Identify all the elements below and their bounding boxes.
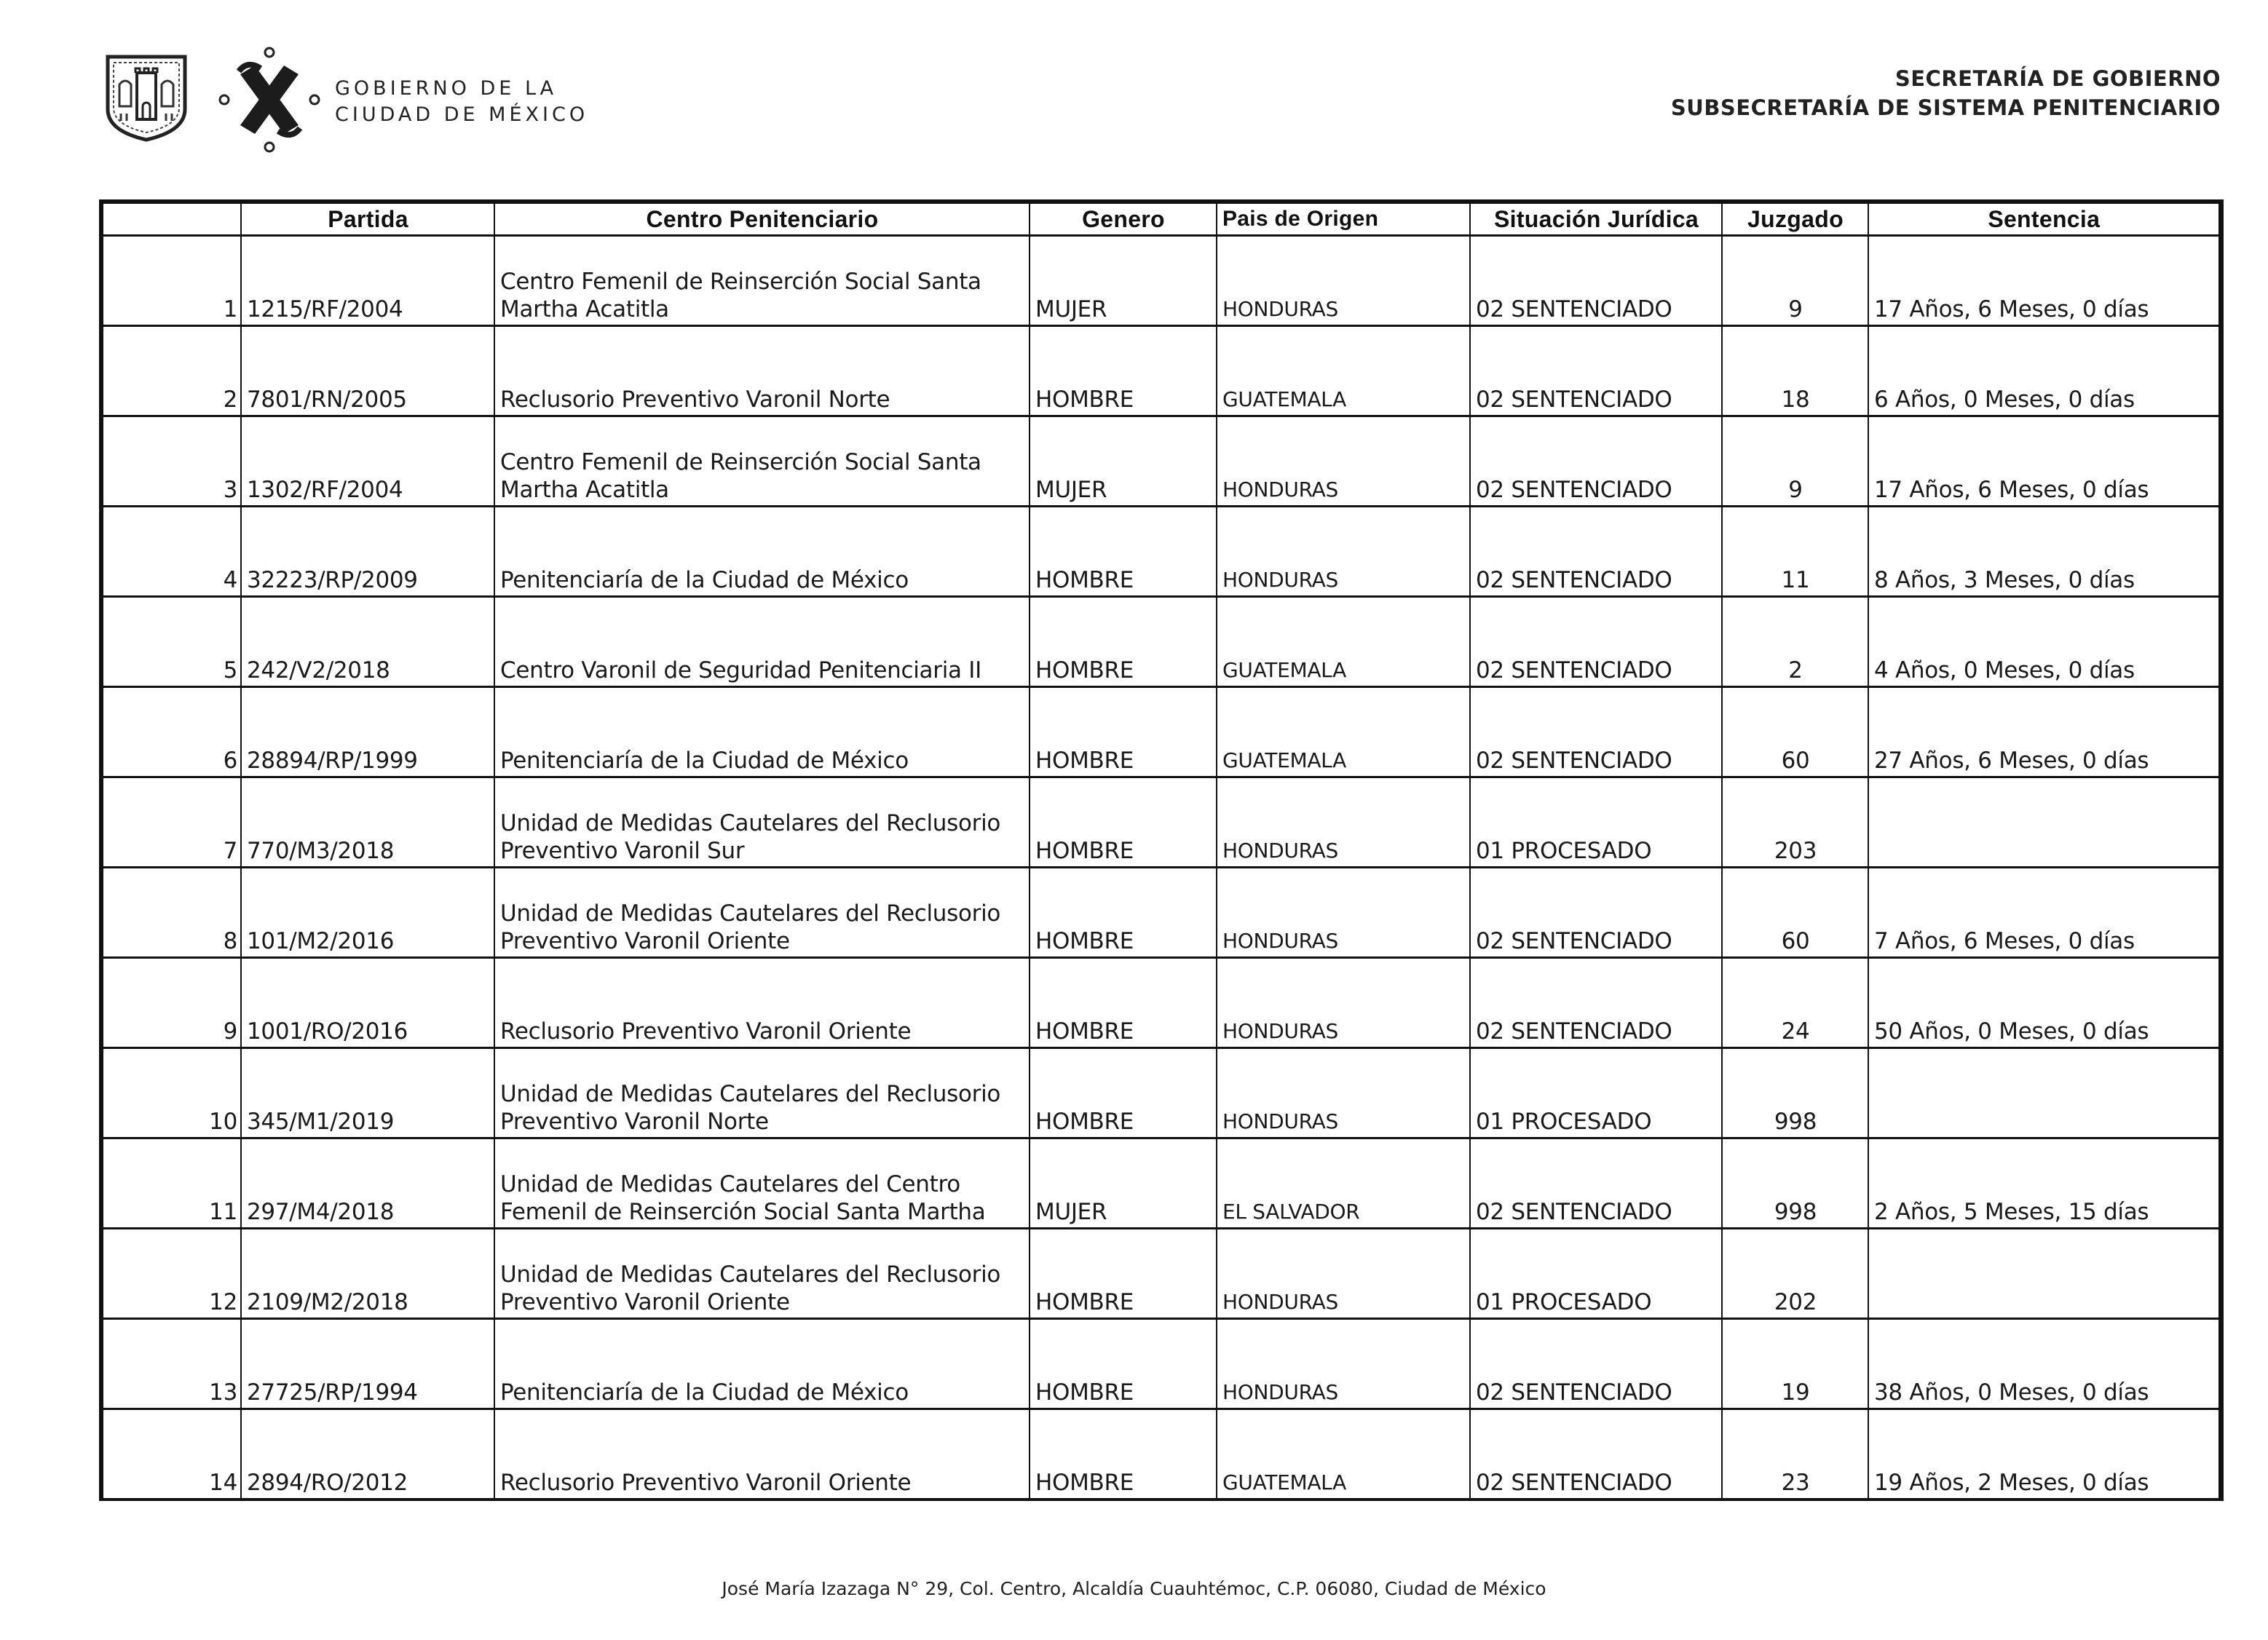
cell-sentencia [1868,1048,2221,1138]
row-number: 9 [101,958,241,1048]
city-crest-icon [103,52,189,143]
cell-pais: HONDURAS [1217,868,1470,958]
cell-situacion: 02 SENTENCIADO [1470,1409,1722,1500]
row-number: 7 [101,777,241,868]
cell-situacion: 02 SENTENCIADO [1470,1138,1722,1229]
cell-genero: MUJER [1030,236,1217,326]
cell-situacion: 02 SENTENCIADO [1470,958,1722,1048]
cell-genero: HOMBRE [1030,1048,1217,1138]
cell-sentencia: 27 Años, 6 Meses, 0 días [1868,687,2221,777]
cell-genero: MUJER [1030,1138,1217,1229]
column-header-situacion: Situación Jurídica [1470,202,1722,236]
cell-pais: HONDURAS [1217,236,1470,326]
cell-juzgado: 24 [1722,958,1868,1048]
row-number: 6 [101,687,241,777]
cell-partida: 770/M3/2018 [241,777,494,868]
cell-centro: Penitenciaría de la Ciudad de México [494,507,1030,597]
cell-pais: EL SALVADOR [1217,1138,1470,1229]
cell-genero: HOMBRE [1030,958,1217,1048]
cell-centro: Reclusorio Preventivo Varonil Norte [494,326,1030,416]
cell-juzgado: 998 [1722,1138,1868,1229]
cell-centro: Unidad de Medidas Cautelares del Centro Femenil de Reinserción Social Santa Martha [494,1138,1030,1229]
table-row [101,1138,2221,1229]
table-row [101,1229,2221,1319]
cell-partida: 7801/RN/2005 [241,326,494,416]
cell-pais: HONDURAS [1217,1048,1470,1138]
cell-partida: 242/V2/2018 [241,597,494,687]
row-number: 12 [101,1229,241,1319]
row-number: 11 [101,1138,241,1229]
row-number: 14 [101,1409,241,1500]
cell-centro: Penitenciaría de la Ciudad de México [494,1319,1030,1409]
cell-sentencia: 19 Años, 2 Meses, 0 días [1868,1409,2221,1500]
column-header-sentencia: Sentencia [1868,202,2221,236]
cell-partida: 2109/M2/2018 [241,1229,494,1319]
row-number: 13 [101,1319,241,1409]
column-header-index [101,202,241,236]
cell-genero: HOMBRE [1030,777,1217,868]
cell-juzgado: 202 [1722,1229,1868,1319]
cell-genero: HOMBRE [1030,326,1217,416]
subsecretaria-name: SUBSECRETARÍA DE SISTEMA PENITENCIARIO [1670,95,2221,120]
cell-sentencia [1868,1229,2221,1319]
row-number: 2 [101,326,241,416]
cell-centro: Reclusorio Preventivo Varonil Oriente [494,1409,1030,1500]
cell-juzgado: 60 [1722,687,1868,777]
table-row [101,1048,2221,1138]
cell-partida: 28894/RP/1999 [241,687,494,777]
cell-sentencia: 2 Años, 5 Meses, 15 días [1868,1138,2221,1229]
cell-genero: HOMBRE [1030,1409,1217,1500]
cell-situacion: 02 SENTENCIADO [1470,507,1722,597]
table-row [101,868,2221,958]
table-row [101,958,2221,1048]
cell-pais: GUATEMALA [1217,597,1470,687]
cell-sentencia: 17 Años, 6 Meses, 0 días [1868,416,2221,507]
row-number: 8 [101,868,241,958]
table-body [101,236,2221,1500]
table-row [101,1409,2221,1500]
cell-pais: GUATEMALA [1217,1409,1470,1500]
secretaria-name: SECRETARÍA DE GOBIERNO [1894,66,2221,91]
government-name [335,76,588,128]
cell-genero: HOMBRE [1030,597,1217,687]
cell-genero: MUJER [1030,416,1217,507]
cell-sentencia: 7 Años, 6 Meses, 0 días [1868,868,2221,958]
cell-pais: HONDURAS [1217,507,1470,597]
cell-partida: 27725/RP/1994 [241,1319,494,1409]
cell-juzgado: 203 [1722,777,1868,868]
column-header-genero: Genero [1030,202,1217,236]
cell-juzgado: 11 [1722,507,1868,597]
cell-juzgado: 9 [1722,236,1868,326]
cell-pais: HONDURAS [1217,958,1470,1048]
row-number: 4 [101,507,241,597]
cell-sentencia: 4 Años, 0 Meses, 0 días [1868,597,2221,687]
cell-situacion: 02 SENTENCIADO [1470,597,1722,687]
table-row [101,236,2221,326]
cell-partida: 345/M1/2019 [241,1048,494,1138]
inmates-table [99,199,2224,1501]
cell-pais: HONDURAS [1217,1319,1470,1409]
government-name-line2: CIUDAD DE MÉXICO [335,103,589,126]
cell-pais: HONDURAS [1217,416,1470,507]
cell-centro: Unidad de Medidas Cautelares del Reclusorio Preventivo Varonil Oriente [494,868,1030,958]
cell-situacion: 02 SENTENCIADO [1470,236,1722,326]
cell-pais: HONDURAS [1217,1229,1470,1319]
cell-juzgado: 9 [1722,416,1868,507]
cell-sentencia: 6 Años, 0 Meses, 0 días [1868,326,2221,416]
cell-sentencia: 38 Años, 0 Meses, 0 días [1868,1319,2221,1409]
cell-partida: 1215/RF/2004 [241,236,494,326]
cell-juzgado: 23 [1722,1409,1868,1500]
cell-centro: Unidad de Medidas Cautelares del Reclusorio Preventivo Varonil Sur [494,777,1030,868]
cell-pais: GUATEMALA [1217,326,1470,416]
row-number: 10 [101,1048,241,1138]
cell-centro: Centro Femenil de Reinserción Social Santa Martha Acatitla [494,236,1030,326]
cell-situacion: 02 SENTENCIADO [1470,416,1722,507]
row-number: 5 [101,597,241,687]
table-row [101,1319,2221,1409]
cell-genero: HOMBRE [1030,687,1217,777]
cell-genero: HOMBRE [1030,1319,1217,1409]
row-number: 1 [101,236,241,326]
table-row [101,597,2221,687]
cell-centro: Centro Femenil de Reinserción Social Santa Martha Acatitla [494,416,1030,507]
cell-situacion: 01 PROCESADO [1470,1048,1722,1138]
cell-juzgado: 60 [1722,868,1868,958]
cell-sentencia [1868,777,2221,868]
column-header-partida: Partida [241,202,494,236]
cell-situacion: 02 SENTENCIADO [1470,326,1722,416]
column-header-centro: Centro Penitenciario [494,202,1030,236]
secretaria-heading [1671,64,2221,122]
column-header-pais: Pais de Origen [1217,202,1470,236]
table-row [101,777,2221,868]
cell-partida: 32223/RP/2009 [241,507,494,597]
cell-sentencia: 50 Años, 0 Meses, 0 días [1868,958,2221,1048]
cell-partida: 101/M2/2016 [241,868,494,958]
cell-situacion: 01 PROCESADO [1470,777,1722,868]
cell-partida: 1001/RO/2016 [241,958,494,1048]
table-row [101,507,2221,597]
table-row [101,326,2221,416]
row-number: 3 [101,416,241,507]
cell-situacion: 01 PROCESADO [1470,1229,1722,1319]
cell-situacion: 02 SENTENCIADO [1470,868,1722,958]
cell-centro: Unidad de Medidas Cautelares del Reclusorio Preventivo Varonil Norte [494,1048,1030,1138]
cell-centro: Centro Varonil de Seguridad Penitenciaria II [494,597,1030,687]
cell-pais: GUATEMALA [1217,687,1470,777]
cell-partida: 297/M4/2018 [241,1138,494,1229]
cell-juzgado: 19 [1722,1319,1868,1409]
table-header-row [101,202,2221,236]
cell-genero: HOMBRE [1030,1229,1217,1319]
column-header-juzgado: Juzgado [1722,202,1868,236]
cell-situacion: 02 SENTENCIADO [1470,1319,1722,1409]
cell-situacion: 02 SENTENCIADO [1470,687,1722,777]
footer-address: José María Izazaga N° 29, Col. Centro, Alcaldía Cuauhtémoc, C.P. 06080, Ciudad de México [722,1578,1546,1599]
cell-sentencia: 8 Años, 3 Meses, 0 días [1868,507,2221,597]
cell-juzgado: 998 [1722,1048,1868,1138]
cell-centro: Unidad de Medidas Cautelares del Reclusorio Preventivo Varonil Oriente [494,1229,1030,1319]
cell-genero: HOMBRE [1030,507,1217,597]
cell-juzgado: 18 [1722,326,1868,416]
cell-genero: HOMBRE [1030,868,1217,958]
table-row [101,687,2221,777]
cell-centro: Reclusorio Preventivo Varonil Oriente [494,958,1030,1048]
cell-juzgado: 2 [1722,597,1868,687]
cell-partida: 2894/RO/2012 [241,1409,494,1500]
government-name-line1: GOBIERNO DE LA [335,77,558,100]
cdmx-logo-icon [218,45,320,154]
cell-partida: 1302/RF/2004 [241,416,494,507]
table-row [101,416,2221,507]
cell-sentencia: 17 Años, 6 Meses, 0 días [1868,236,2221,326]
cell-pais: HONDURAS [1217,777,1470,868]
cell-centro: Penitenciaría de la Ciudad de México [494,687,1030,777]
